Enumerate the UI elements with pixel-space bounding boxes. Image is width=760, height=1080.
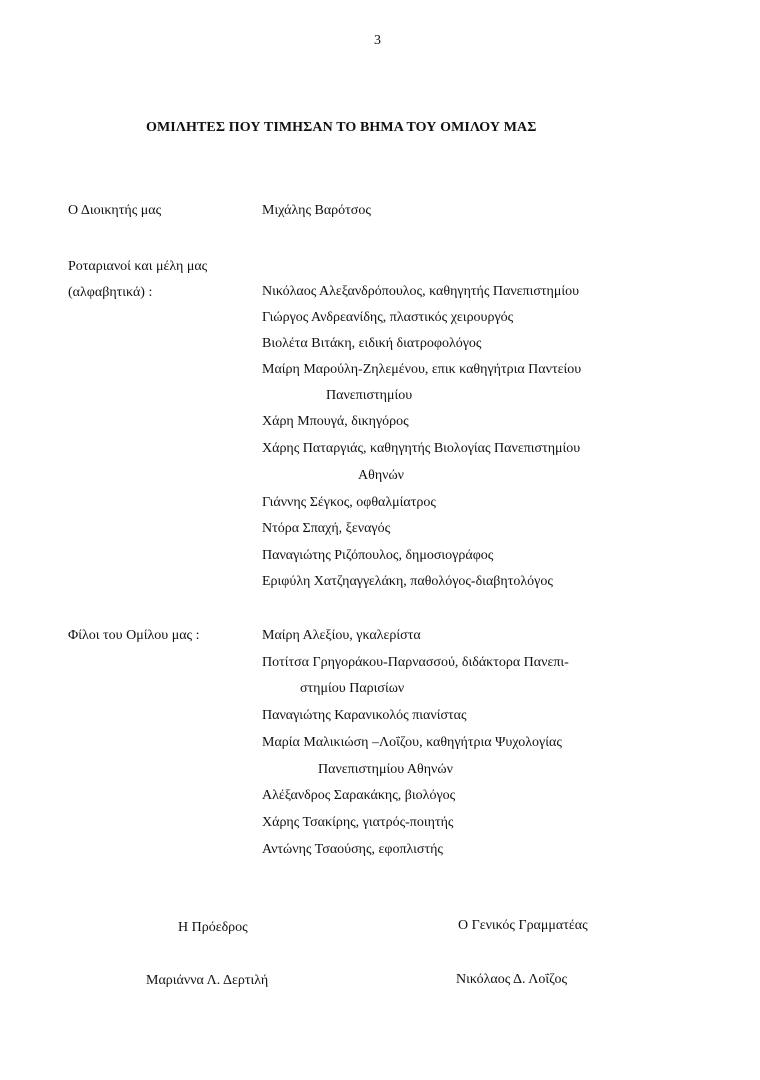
friends-label: Φίλοι του Ομίλου μας :: [68, 628, 200, 643]
rotarian-entry-continuation: Πανεπιστημίου: [326, 388, 413, 403]
rotarian-entry: Χάρη Μπουγά, δικηγόρος: [262, 414, 409, 429]
friend-entry-continuation: Πανεπιστημίου Αθηνών: [318, 762, 453, 777]
rotarian-entry: Βιολέτα Βιτάκη, ειδική διατροφολόγος: [262, 336, 482, 351]
rotarian-entry: Μαίρη Μαρούλη-Ζηλεμένου, επικ καθηγήτρια Παντείου: [262, 362, 582, 377]
governor-name: Μιχάλης Βαρότσος: [262, 203, 371, 218]
rotarian-entry: Ντόρα Σπαχή, ξεναγός: [262, 521, 391, 536]
president-name: Μαριάννα Λ. Δερτιλή: [146, 973, 269, 988]
rotarian-entry: Γιώργος Ανδρεανίδης, πλαστικός χειρουργός: [262, 310, 514, 325]
rotarians-label-line1: Ροταριανοί και μέλη μας: [68, 259, 208, 274]
page-title: ΟΜΙΛΗΤΕΣ ΠΟΥ ΤΙΜΗΣΑΝ ΤΟ ΒΗΜΑ ΤΟΥ ΟΜΙΛΟΥ ΜΑΣ: [146, 120, 537, 135]
president-title: Η Πρόεδρος: [178, 920, 248, 935]
rotarian-entry: Νικόλαος Αλεξανδρόπουλος, καθηγητής Πανεπιστημίου: [262, 284, 580, 299]
rotarian-entry: Εριφύλη Χατζηαγγελάκη, παθολόγος-διαβητολόγος: [262, 574, 553, 589]
secretary-title: Ο Γενικός Γραμματέας: [458, 918, 588, 933]
page-number: 3: [374, 33, 381, 48]
friend-entry: Αλέξανδρος Σαρακάκης, βιολόγος: [262, 788, 456, 803]
friend-entry-continuation: στημίου Παρισίων: [300, 681, 405, 696]
rotarian-entry: Γιάννης Σέγκος, οφθαλμίατρος: [262, 495, 436, 510]
rotarian-entry: Χάρης Παταργιάς, καθηγητής Βιολογίας Πανεπιστημίου: [262, 441, 581, 456]
friend-entry: Ποτίτσα Γρηγοράκου-Παρνασσού, διδάκτορα Πανεπι-: [262, 655, 569, 670]
secretary-name: Νικόλαος Δ. Λοΐζος: [456, 972, 567, 987]
governor-label: Ο Διοικητής μας: [68, 203, 162, 218]
rotarian-entry: Παναγιώτης Ριζόπουλος, δημοσιογράφος: [262, 548, 494, 563]
friend-entry: Παναγιώτης Καρανικολός πιανίστας: [262, 708, 467, 723]
rotarian-entry-continuation: Αθηνών: [358, 468, 405, 483]
friend-entry: Μαρία Μαλικιώση –Λοΐζου, καθηγήτρια Ψυχολογίας: [262, 735, 562, 750]
rotarians-label-line2: (αλφαβητικά) :: [68, 285, 153, 300]
friend-entry: Μαίρη Αλεξίου, γκαλερίστα: [262, 628, 421, 643]
friend-entry: Χάρης Τσακίρης, γιατρός-ποιητής: [262, 815, 454, 830]
friend-entry: Αντώνης Τσαούσης, εφοπλιστής: [262, 842, 443, 857]
